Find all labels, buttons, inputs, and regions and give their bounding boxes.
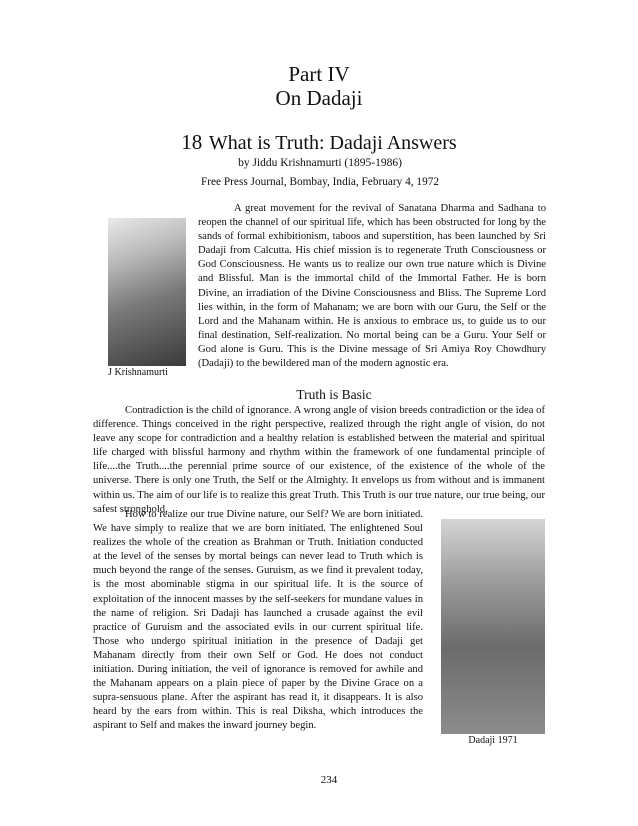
part-heading xyxy=(0,62,638,110)
paragraph-text: How to realize our true Divine nature, our Self? We are born initiated. We have simply to realize that we are born initiated. The enlightened Soul realizes the whole of the creation as Brahman or Truth. Initiation conducted at the level of the senses by mortal beings can never lead to Truth which is much beyond the range of the senses. Guruism, as we find it prevalent today, is the most abominable stigma in our spiritual life. It is the source of exploitation of the innocent masses by the self-seekers for mundane values in the name of religion. Sri Dadaji has launched a crusade against the evil practice of Guruism and the associated evils in our current spiritual life. Those who undergo spiritual initiation in the presence of Dadaji get Mahanam directly from their own Self or God. He does not conduct initiation. During initiation, the veil of ignorance is removed for awhile and the Mahanam appears on a plain piece of paper by the Divine Grace on a supra-sensuous plane. After the aspirant has read it, it disappears. It is also heard by the ears from within. This is real Diksha, which introduces the aspirant to Self and makes the inward journey begin. xyxy=(93,509,423,732)
part-label: Part IV xyxy=(288,62,350,86)
part-subtitle: On Dadaji xyxy=(275,86,363,110)
byline: by Jiddu Krishnamurti (1895-1986) xyxy=(238,157,402,169)
paragraph-text: Contradiction is the child of ignorance. A wrong angle of vision breeds contradiction or the idea of difference. Things conceived in the right perspective, realized through the right angle of vision, do not leave any scope for contradiction and a healthy relation is established between the material and spiritual life charged with blissful harmony and rhythm within the framework of one fundamental principle of life....the Truth....the perennial prime source of our existence, of the existence of the whole of the universe. There is only one Truth, the Self or the Almighty. It envelops us from without and is immanent within us. The aim of our life is to realize this great Truth. This Truth is our true nature, our true being, our safest stronghold. xyxy=(93,405,545,515)
chapter-title-text: What is Truth: Dadaji Answers xyxy=(208,132,457,154)
krishnamurti-photo xyxy=(108,218,186,366)
chapter-number: 18 xyxy=(181,130,203,154)
body-paragraph-1 xyxy=(93,404,545,517)
chapter-title xyxy=(0,130,638,155)
source-line: Free Press Journal, Bombay, India, February 4, 1972 xyxy=(200,176,440,188)
krishnamurti-caption: J Krishnamurti xyxy=(108,367,168,378)
intro-text: A great movement for the revival of Sanatana Dharma and Sadhana to reopen the channel of our spiritual life, which has been obstructed for long by the sands of formal exhibitionism, taboos and superstition, has been launched by Sri Dadaji from Calcutta. His chief mission is to regenerate Truth Consciousness or God Consciousness. He wants us to realize our own true nature which is Divine and Blissful. Man is the immortal child of the Immortal Father. He is born Divine, an irradiation of the Divine Consciousness and Bliss. The Supreme Lord lies within, in the form of Mahanam; we are born with our Guru, the Self or the Lord and the Mahanam within. He is anxious to embrace us, to guide us to our final destination, Self-realization. No mortal being can be a Guru. Your Self or God alone is Guru. This is the Divine message of Sri Amiya Roy Chowdhury (Dadaji) to the bewildered man of the modern agnostic era. xyxy=(198,203,546,370)
intro-paragraph xyxy=(198,202,546,371)
dadaji-photo xyxy=(441,519,545,734)
dadaji-caption: Dadaji 1971 xyxy=(468,735,518,746)
page-number: 234 xyxy=(320,774,338,786)
body-paragraph-2 xyxy=(93,508,423,734)
section-heading: Truth is Basic xyxy=(296,387,372,402)
